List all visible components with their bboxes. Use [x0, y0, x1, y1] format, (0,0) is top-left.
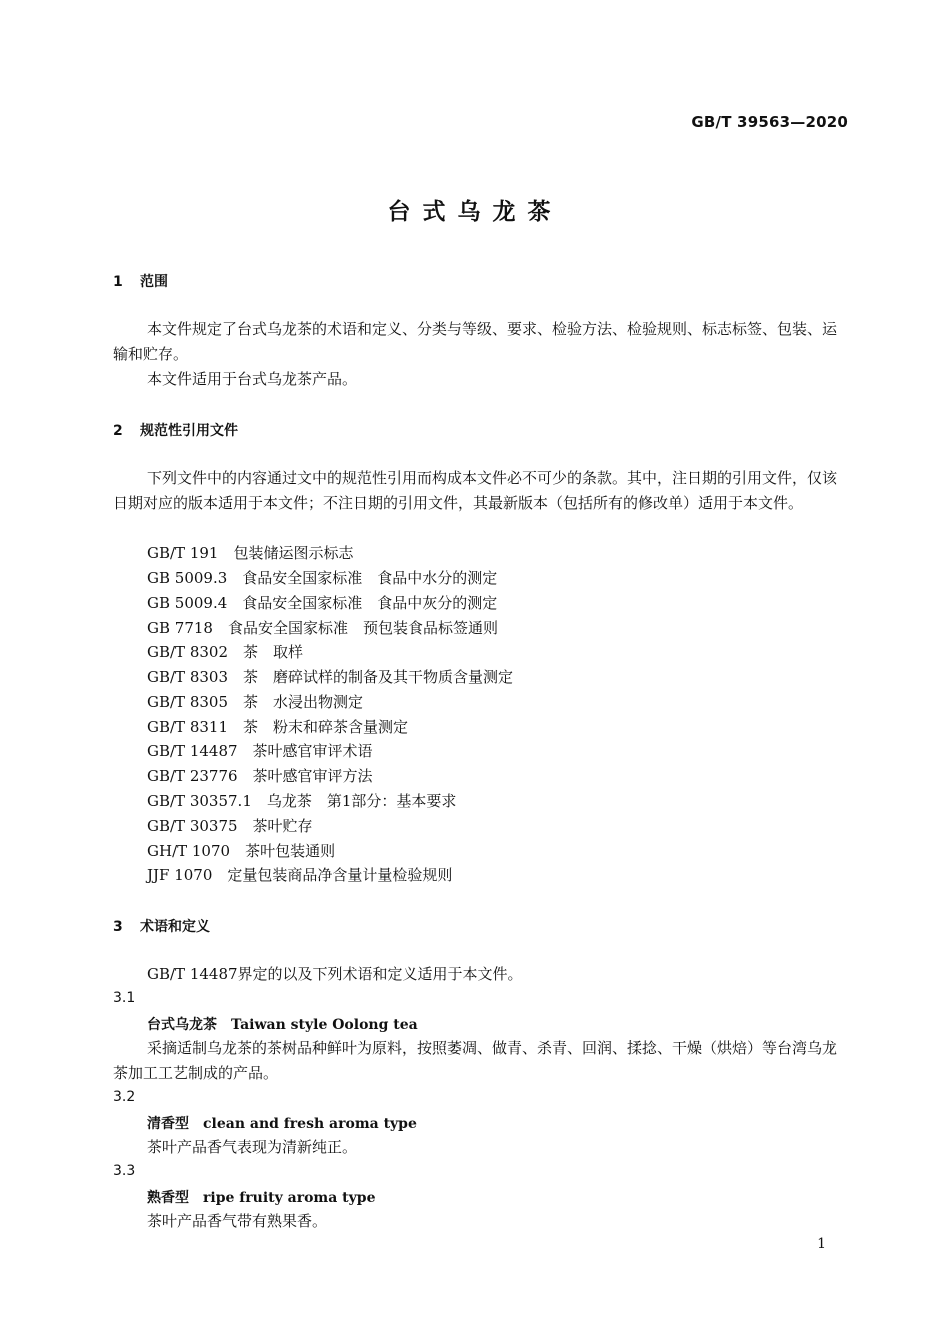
section-title: 范围 [140, 274, 168, 290]
term-number: 3.2 [113, 1089, 136, 1105]
section-title: 术语和定义 [140, 919, 210, 935]
term-zh: 台式乌龙茶 [147, 1017, 217, 1033]
reference-item: GB/T 30357.1 乌龙茶 第1部分：基本要求 [147, 792, 457, 810]
reference-item: GB 7718 食品安全国家标准 预包装食品标签通则 [147, 619, 498, 637]
term-en: Taiwan style Oolong tea [231, 1017, 418, 1033]
term-en: ripe fruity aroma type [203, 1190, 376, 1206]
reference-item: GB 5009.3 食品安全国家标准 食品中水分的测定 [147, 569, 498, 587]
terms-intro: GB/T 14487界定的以及下列术语和定义适用于本文件。 [147, 965, 523, 983]
section-3-heading [113, 916, 210, 936]
term-heading [147, 1113, 417, 1133]
section-number: 2 [113, 423, 123, 439]
document-title: 台式乌龙茶 [387, 199, 563, 225]
scope-applicability: 本文件适用于台式乌龙茶产品。 [147, 370, 358, 388]
term-definition: 茶叶产品香气表现为清新纯正。 [147, 1138, 358, 1156]
reference-item: GB 5009.4 食品安全国家标准 食品中灰分的测定 [147, 594, 498, 612]
reference-item: GB/T 8305 茶 水浸出物测定 [147, 693, 364, 711]
term-en: clean and fresh aroma type [203, 1116, 417, 1132]
scope-paragraph: 本文件规定了台式乌龙茶的术语和定义、分类与等级、要求、检验方法、检验规则、标志标签、包装、运输和贮存。 [113, 320, 838, 363]
term-heading [147, 1187, 375, 1207]
reference-item: GB/T 23776 茶叶感官审评方法 [147, 767, 373, 785]
standard-number: GB/T 39563—2020 [691, 113, 848, 131]
section-number: 1 [113, 274, 123, 290]
reference-item: GB/T 8311 茶 粉末和碎茶含量测定 [147, 718, 409, 736]
term-heading [147, 1014, 418, 1034]
reference-item: GB/T 8302 茶 取样 [147, 643, 304, 661]
reference-item: GB/T 8303 茶 磨碎试样的制备及其干物质含量测定 [147, 668, 514, 686]
references-intro: 下列文件中的内容通过文中的规范性引用而构成本文件必不可少的条款。其中，注日期的引用文件，仅该日期对应的版本适用于本文件；不注日期的引用文件，其最新版本（包括所有的修改单）适用于本文件。 [113, 469, 838, 512]
term-number: 3.1 [113, 990, 136, 1006]
term-definition: 茶叶产品香气带有熟果香。 [147, 1212, 328, 1230]
term-zh: 清香型 [147, 1116, 189, 1132]
section-2-heading [113, 420, 238, 440]
reference-item: JJF 1070 定量包装商品净含量计量检验规则 [147, 866, 453, 884]
reference-item: GB/T 191 包装储运图示标志 [147, 544, 354, 562]
reference-item: GB/T 14487 茶叶感官审评术语 [147, 742, 373, 760]
page-number: 1 [817, 1236, 826, 1252]
section-number: 3 [113, 919, 123, 935]
term-definition: 采摘适制乌龙茶的茶树品种鲜叶为原料，按照萎凋、做青、杀青、回润、揉捻、干燥（烘焙）等台湾乌龙茶加工工艺制成的产品。 [113, 1039, 838, 1082]
section-title: 规范性引用文件 [140, 423, 238, 439]
term-number: 3.3 [113, 1163, 136, 1179]
term-zh: 熟香型 [147, 1190, 189, 1206]
section-1-heading [113, 271, 168, 291]
reference-item: GB/T 30375 茶叶贮存 [147, 817, 313, 835]
reference-item: GH/T 1070 茶叶包装通则 [147, 842, 336, 860]
